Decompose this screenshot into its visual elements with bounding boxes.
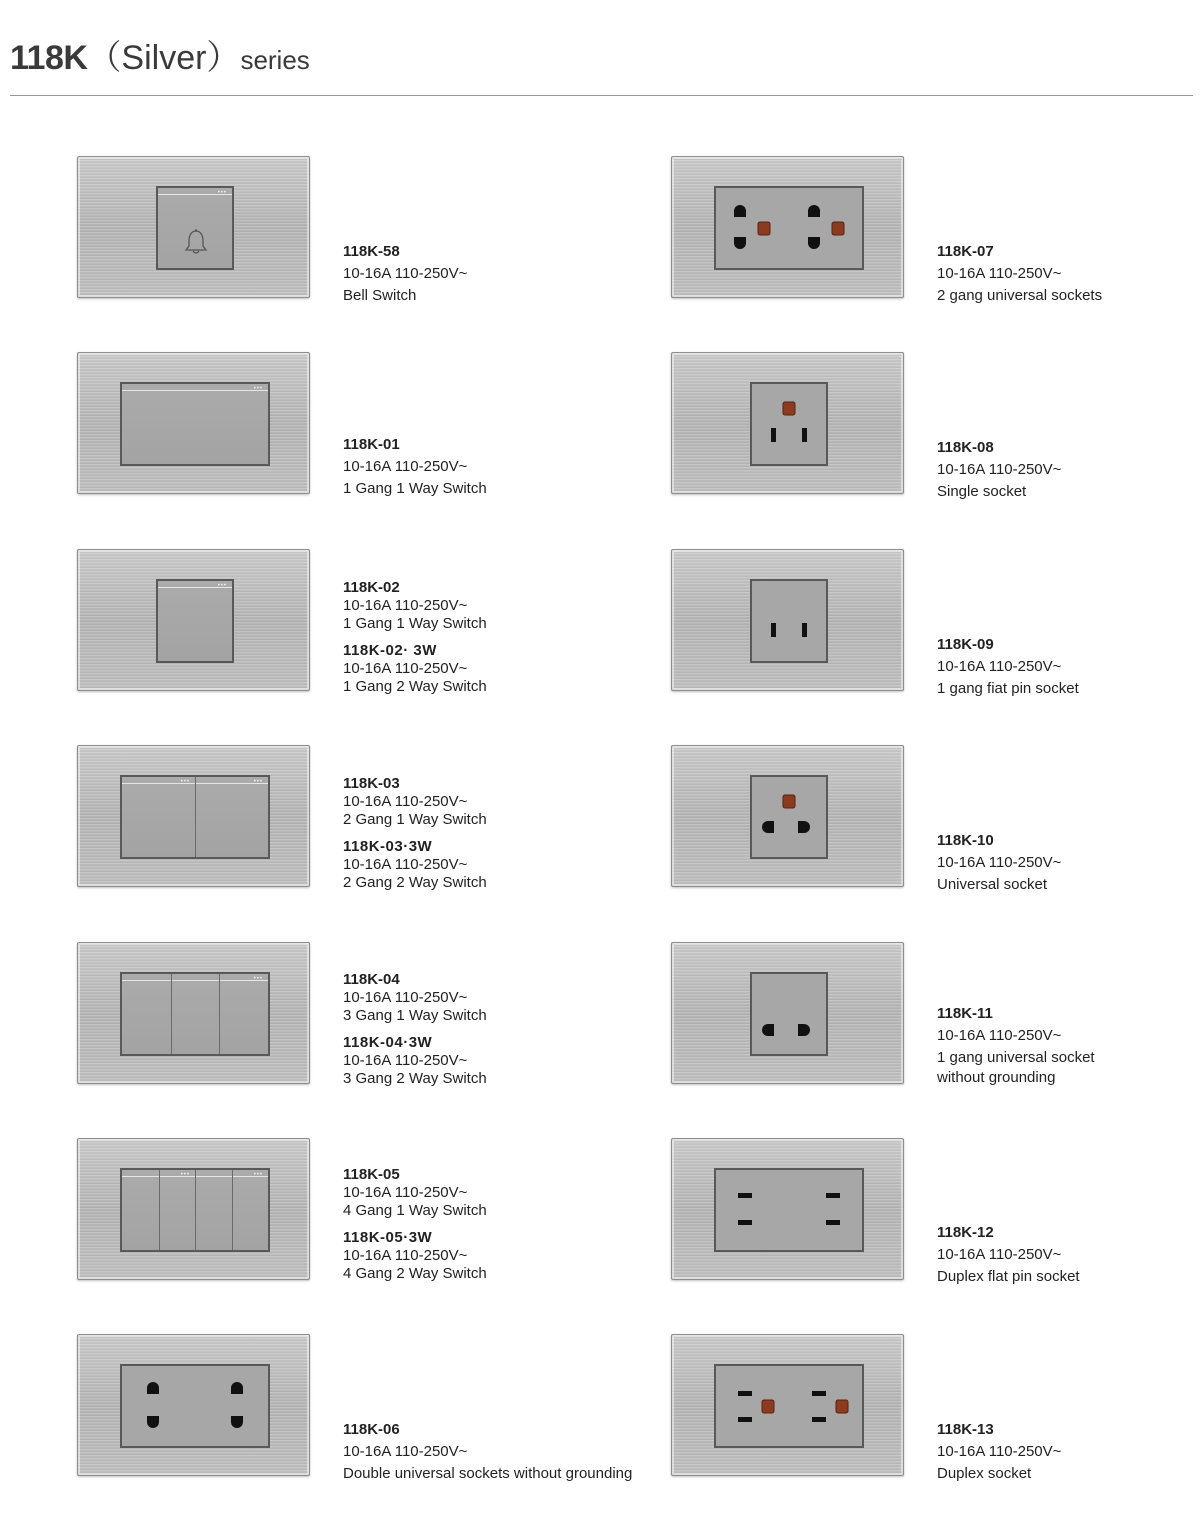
bell-icon	[182, 228, 210, 256]
product-image-118k-03	[77, 745, 310, 887]
rocker: •••	[232, 1170, 269, 1250]
product-image-118k-04	[77, 942, 310, 1084]
product-image-118k-10	[671, 745, 904, 887]
product-image-118k-01	[77, 352, 310, 494]
product-image-118k-09	[671, 549, 904, 691]
product-label-118k-02	[343, 579, 487, 696]
title-model: 118K	[10, 39, 88, 77]
product-label-118k-58	[343, 243, 467, 305]
product-rating: 10-16A 110-250V~	[937, 461, 1062, 478]
product-code: 118K-10	[937, 832, 994, 849]
switch-module	[120, 775, 270, 859]
flat-pin-socket-holes	[716, 1170, 862, 1250]
socket-module	[750, 972, 828, 1056]
product-rating: 10-16A 110-250V~	[343, 793, 468, 810]
switch-module	[120, 972, 270, 1056]
product-name-3w: 1 Gang 2 Way Switch	[343, 678, 487, 695]
universal-socket-holes	[716, 188, 862, 268]
socket-module	[714, 1364, 864, 1448]
product-rating-3w: 10-16A 110-250V~	[343, 660, 468, 677]
title-variant: （Silver）	[87, 39, 241, 77]
product-name: Duplex socket	[937, 1465, 1032, 1482]
single-socket-holes	[752, 384, 826, 464]
product-image-118k-05	[77, 1138, 310, 1280]
product-name-3w: 4 Gang 2 Way Switch	[343, 1265, 487, 1282]
product-name: 1 Gang 1 Way Switch	[343, 615, 487, 632]
socket-module	[750, 579, 828, 663]
product-label-118k-09	[937, 636, 1079, 698]
product-label-118k-11	[937, 1005, 1095, 1087]
socket-module	[714, 1168, 864, 1252]
flat-pin-socket-holes	[752, 581, 826, 661]
product-code: 118K-09	[937, 636, 994, 653]
product-code: 118K-58	[343, 243, 400, 260]
product-label-118k-08	[937, 439, 1061, 501]
product-rating: 10-16A 110-250V~	[937, 658, 1062, 675]
product-name: 4 Gang 1 Way Switch	[343, 1202, 487, 1219]
product-rating: 10-16A 110-250V~	[937, 1246, 1062, 1263]
product-name: Duplex flat pin socket	[937, 1268, 1080, 1285]
page-title	[10, 30, 310, 79]
rocker: •••	[158, 581, 232, 661]
product-name: 1 Gang 1 Way Switch	[343, 480, 487, 497]
product-rating: 10-16A 110-250V~	[343, 265, 468, 282]
product-code: 118K-12	[937, 1224, 994, 1241]
product-rating: 10-16A 110-250V~	[343, 1184, 468, 1201]
product-image-118k-13	[671, 1334, 904, 1476]
rocker	[122, 1170, 159, 1250]
rocker	[171, 974, 220, 1054]
product-label-118k-12	[937, 1224, 1080, 1286]
product-code: 118K-07	[937, 243, 994, 260]
product-name-line2: without grounding	[937, 1069, 1056, 1086]
title-series: series	[240, 45, 310, 75]
product-name: Double universal sockets without grounding	[343, 1465, 633, 1482]
header-divider	[10, 95, 1193, 96]
socket-module	[750, 382, 828, 466]
product-name: Bell Switch	[343, 287, 417, 304]
switch-module	[120, 1168, 270, 1252]
product-code: 118K-11	[937, 1005, 993, 1022]
product-code: 118K-04	[343, 971, 400, 988]
product-code-3w: 118K-02· 3W	[343, 642, 437, 659]
product-name-3w: 2 Gang 2 Way Switch	[343, 874, 487, 891]
product-rating: 10-16A 110-250V~	[343, 597, 468, 614]
product-rating-3w: 10-16A 110-250V~	[343, 856, 468, 873]
product-name: Single socket	[937, 483, 1027, 500]
rocker: •••	[219, 974, 268, 1054]
product-rating: 10-16A 110-250V~	[937, 854, 1062, 871]
universal-socket-holes	[752, 777, 826, 857]
product-label-118k-13	[937, 1421, 1061, 1483]
product-rating: 10-16A 110-250V~	[343, 1443, 468, 1460]
product-rating: 10-16A 110-250V~	[937, 1443, 1062, 1460]
product-name-3w: 3 Gang 2 Way Switch	[343, 1070, 487, 1087]
duplex-socket-holes	[716, 1366, 862, 1446]
rocker: •••	[122, 777, 195, 857]
product-name: 1 gang universal socket	[937, 1049, 1095, 1066]
rocker: •••	[122, 384, 268, 464]
product-code: 118K-05	[343, 1166, 400, 1183]
product-code-3w: 118K-03·3W	[343, 838, 433, 855]
socket-module	[750, 775, 828, 859]
product-label-118k-06	[343, 1421, 632, 1483]
product-label-118k-04	[343, 971, 487, 1088]
product-rating-3w: 10-16A 110-250V~	[343, 1247, 468, 1264]
universal-socket-holes	[122, 1366, 268, 1446]
socket-module	[714, 186, 864, 270]
product-label-118k-10	[937, 832, 1061, 894]
product-label-118k-07	[937, 243, 1102, 305]
product-name: 3 Gang 1 Way Switch	[343, 1007, 487, 1024]
product-name: 2 gang universal sockets	[937, 287, 1103, 304]
product-code: 118K-08	[937, 439, 994, 456]
product-label-118k-01	[343, 436, 487, 498]
product-code: 118K-02	[343, 579, 400, 596]
product-name: 2 Gang 1 Way Switch	[343, 811, 487, 828]
product-image-118k-07	[671, 156, 904, 298]
product-image-118k-02	[77, 549, 310, 691]
product-image-118k-06	[77, 1334, 310, 1476]
universal-socket-holes	[752, 974, 826, 1054]
product-image-118k-11	[671, 942, 904, 1084]
product-label-118k-05	[343, 1166, 487, 1283]
product-name: 1 gang fiat pin socket	[937, 680, 1079, 697]
product-image-118k-08	[671, 352, 904, 494]
socket-module	[120, 1364, 270, 1448]
product-code: 118K-13	[937, 1421, 994, 1438]
rocker	[195, 1170, 232, 1250]
switch-module	[156, 579, 234, 663]
product-rating: 10-16A 110-250V~	[343, 989, 468, 1006]
rocker: •••	[159, 1170, 196, 1250]
rocker	[122, 974, 171, 1054]
product-label-118k-03	[343, 775, 487, 892]
product-code: 118K-01	[343, 436, 400, 453]
product-rating-3w: 10-16A 110-250V~	[343, 1052, 468, 1069]
rocker: •••	[195, 777, 268, 857]
product-code: 118K-03	[343, 775, 400, 792]
product-rating: 10-16A 110-250V~	[937, 1027, 1062, 1044]
product-rating: 10-16A 110-250V~	[343, 458, 468, 475]
product-code-3w: 118K-04·3W	[343, 1034, 433, 1051]
rocker: •••	[158, 188, 232, 268]
bell-switch-module	[156, 186, 234, 270]
product-code-3w: 118K-05·3W	[343, 1229, 433, 1246]
product-rating: 10-16A 110-250V~	[937, 265, 1062, 282]
product-image-118k-12	[671, 1138, 904, 1280]
product-code: 118K-06	[343, 1421, 400, 1438]
product-image-118k-58	[77, 156, 310, 298]
product-name: Universal socket	[937, 876, 1048, 893]
switch-module	[120, 382, 270, 466]
